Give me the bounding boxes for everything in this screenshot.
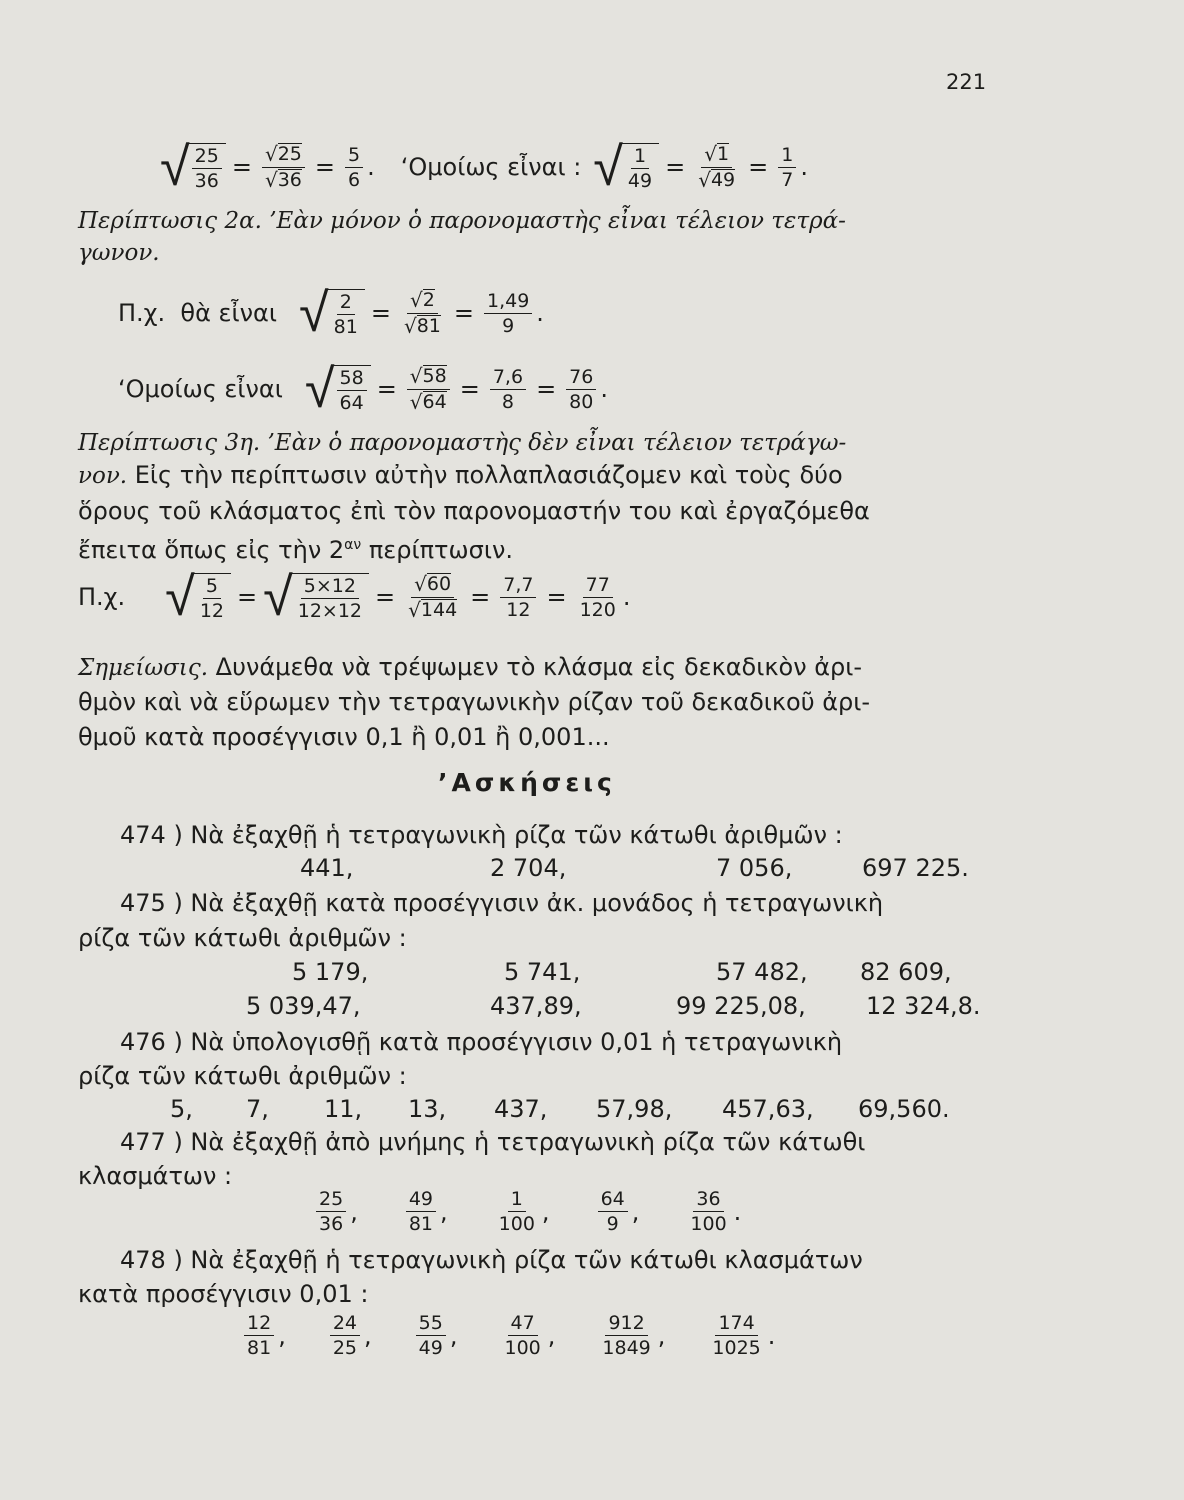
number-item: 57 482,	[716, 958, 808, 986]
exercise-474: 474 ) Νὰ ἐξαχθῇ ἡ τετραγωνικὴ ρίζα τῶν κάτωθι ἀριθμῶν :	[120, 821, 843, 849]
radical: √ 25 36	[160, 140, 226, 194]
fraction: √ 25 √ 36	[262, 143, 305, 192]
fraction: $\frac{76}{80}$	[566, 366, 596, 413]
fraction: 55 49	[416, 1312, 446, 1359]
radical: √ 5×12 12×12	[263, 570, 369, 624]
number-item: 5 741,	[504, 958, 581, 986]
exercise-475: 475 ) Νὰ ἐξαχθῇ κατὰ προσέγγισιν ἀκ. μονάδος ἡ τετραγωνικὴ	[120, 889, 884, 917]
case-3-line-3: ὅρους τοῦ κλάσματος ἐπὶ τὸν παρονομαστήν του καὶ ἐργαζόμεθα	[78, 497, 870, 525]
note-line-3: θμοῦ κατὰ προσέγγισιν 0,1 ἢ 0,01 ἢ 0,001...	[78, 723, 610, 751]
number-item: 99 225,08,	[676, 992, 806, 1020]
exercise-476-cont: ρίζα τῶν κάτωθι ἀριθμῶν :	[78, 1062, 407, 1090]
number-item: 7,	[246, 1095, 269, 1123]
fraction: 5 12	[199, 574, 224, 622]
fraction: 64 9	[598, 1188, 628, 1235]
number-item: 5,	[170, 1095, 193, 1123]
fraction: 58 64	[337, 367, 367, 414]
fraction: 24 25	[330, 1312, 360, 1359]
fraction: √ 58 √ 64	[407, 365, 450, 414]
fraction: 25 36	[192, 145, 222, 192]
fraction: 1 49	[627, 144, 653, 192]
exercise-477-cont: κλασμάτων :	[78, 1162, 233, 1190]
number-item: 82 609,	[860, 958, 952, 986]
number-item: 441,	[300, 854, 354, 882]
example-line-2: ‘Ομοίως εἶναι √ 58 64 = √ 58 √ 64 = $\frac{7,6}{8}$ = $\frac{76}{80}$ .	[118, 357, 608, 420]
fraction: √ 60 √ 144	[408, 571, 458, 622]
fraction: 36 100	[690, 1188, 727, 1235]
exercise-478: 478 ) Νὰ ἐξαχθῇ ἡ τετραγωνικὴ ρίζα τῶν κάτωθι κλασμάτων	[120, 1246, 863, 1274]
number-item: 11,	[324, 1095, 363, 1123]
fraction: 912 1849	[602, 1312, 651, 1359]
number-item: 5 039,47,	[246, 992, 361, 1020]
radical: √ 1 49	[593, 140, 659, 194]
case-3-line-2: νον. Εἰς τὴν περίπτωσιν αὐτὴν πολλαπλασιάζομεν καὶ τοὺς δύο	[78, 461, 843, 489]
fraction-list-478: 12 81 , 24 25 , 55 49 , 47 100 , 912 1849 , 174 1025 .	[240, 1312, 775, 1359]
note-line-1: Σημείωσις. Δυνάμεθα νὰ τρέψωμεν τὸ κλάσμα εἰς δεκαδικὸν ἀρι-	[78, 653, 863, 681]
similarly-text: ‘Ομοίως εἶναι :	[400, 153, 582, 181]
number-item: 12 324,8.	[866, 992, 981, 1020]
fraction: 1 100	[498, 1188, 535, 1235]
exercise-477: 477 ) Νὰ ἐξαχθῇ ἀπὸ μνήμης ἡ τετραγωνικὴ ρίζα τῶν κάτωθι	[120, 1128, 866, 1156]
fraction: 47 100	[504, 1312, 541, 1359]
note-line-2: θμὸν καὶ νὰ εὕρωμεν τὴν τετραγωνικὴν ρίζαν τοῦ δεκαδικοῦ ἀρι-	[78, 688, 871, 716]
fraction: √ 1 √ 49	[698, 141, 736, 192]
number-item: 69,560.	[858, 1095, 950, 1123]
fraction: 2 81	[333, 290, 358, 338]
fraction: 5×12 12×12	[297, 574, 363, 622]
case-2-heading-cont: γωνον.	[78, 240, 160, 266]
fraction: 25 36	[316, 1188, 346, 1235]
fraction: $\frac{7,6}{8}$	[490, 366, 526, 413]
exercises-title: ’Ασκήσεις	[438, 768, 616, 797]
case-3-line-4: ἔπειτα ὅπως εἰς τὴν $2^{\alpha\nu}$ περίπτωσιν.	[78, 536, 513, 564]
number-item: 437,89,	[490, 992, 582, 1020]
case-3-heading: Περίπτωσις 3η. ’Εὰν ὁ παρονομαστὴς δὲν εἶναι τέλειον τετράγω-	[78, 430, 847, 456]
number-item: 5 179,	[292, 958, 369, 986]
number-item: 57,98,	[596, 1095, 673, 1123]
radical: √ 2 81	[299, 286, 365, 340]
number-item: 437,	[494, 1095, 548, 1123]
fraction: $\frac{1}{7}$	[778, 144, 796, 191]
exercise-478-cont: κατὰ προσέγγισιν 0,01 :	[78, 1280, 369, 1308]
equation-line-1: √ 25 36 = √ 25 √ 36 = $\frac{5}{6}$ . ‘Ομοίως εἶναι : √ 1 49 = √ 1 √ 49 = $\frac{1}{7}$ .	[160, 135, 808, 198]
fraction: $\frac{1,49}{9}$	[484, 290, 532, 337]
number-item: 13,	[408, 1095, 447, 1123]
fraction: 12 81	[244, 1312, 274, 1359]
fraction: 174 1025	[712, 1312, 761, 1359]
case-2-heading: Περίπτωσις 2α. ’Εὰν μόνον ὁ παρονομαστὴς εἶναι τέλειον τετρά-	[78, 208, 846, 234]
fraction: $\frac{77}{120}$	[579, 573, 616, 621]
radical: √ 58 64	[305, 362, 371, 416]
fraction-list-477: 25 36 , 49 81 , 1 100 , 64 9 , 36 100 .	[312, 1188, 741, 1235]
fraction: $\frac{7,7}{12}$	[500, 574, 536, 621]
radical: √ 5 12	[165, 570, 231, 624]
exercise-476: 476 ) Νὰ ὑπολογισθῇ κατὰ προσέγγισιν 0,01 ἡ τετραγωνικὴ	[120, 1028, 843, 1056]
number-item: 457,63,	[722, 1095, 814, 1123]
example-line-3: Π.χ. √ 5 12 = √ 5×12 12×12 = √ 60 √ 144 = $\frac{7,7}{12}$ = $\frac{77}{120}$ .	[78, 565, 631, 628]
fraction: $\frac{5}{6}$	[345, 144, 363, 191]
exercise-475-cont: ρίζα τῶν κάτωθι ἀριθμῶν :	[78, 924, 407, 952]
fraction: √ 2 √ 81	[403, 287, 441, 338]
fraction: 49 81	[406, 1188, 436, 1235]
example-line-1: Π.χ. θὰ εἶναι √ 2 81 = √ 2 √ 81 = $\frac{1,49}{9}$ .	[118, 281, 544, 344]
number-item: 7 056,	[716, 854, 793, 882]
number-item: 2 704,	[490, 854, 567, 882]
number-item: 697 225.	[862, 854, 969, 882]
page-number: 221	[946, 70, 987, 94]
